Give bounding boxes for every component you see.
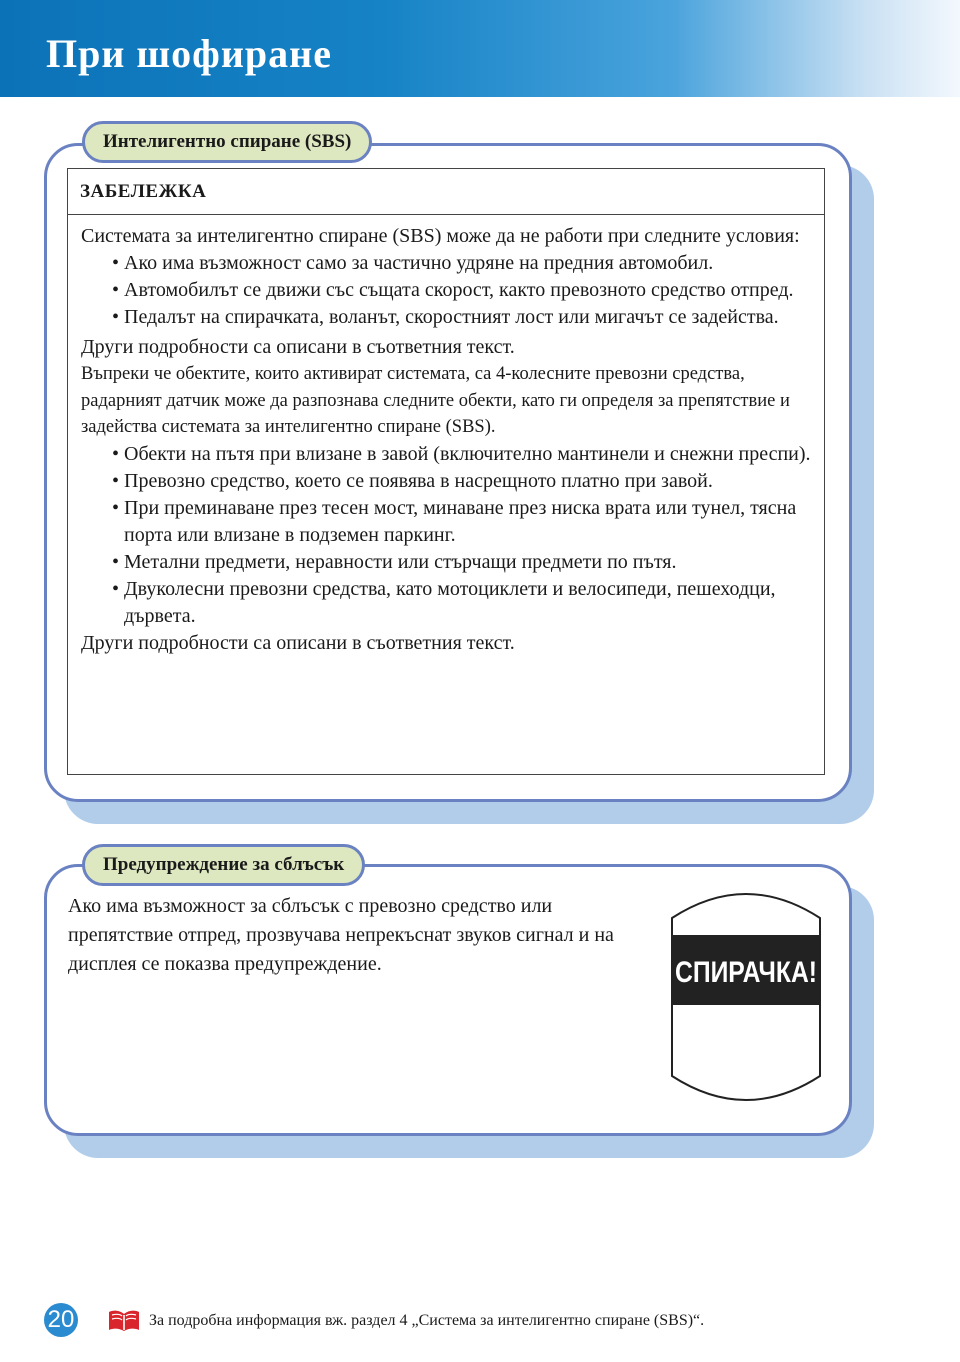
list-item: • Педалът на спирачката, воланът, скоростният лост или мигачът се задейства. <box>112 304 814 331</box>
list-item: • Ако има възможност само за частично удряне на предния автомобил. <box>112 250 814 277</box>
conditions-list <box>81 250 814 331</box>
note-heading: ЗАБЕЛЕЖКА <box>68 169 824 215</box>
list-item: • Превозно средство, което се появява в насрещното платно при завой. <box>112 468 814 495</box>
collision-description: Ако има възможност за сблъсък с превозно средство или препятствие отпред, прозвучава непрекъснат звуков сигнал и на дисплея се показва предупреждение. <box>68 895 614 975</box>
footer-reference: За подробна информация вж. раздел 4 „Система за интелигентно спиране (SBS)“. <box>149 1312 705 1329</box>
more-details-text: Други подробности са описани в съответния текст. <box>81 631 515 654</box>
book-icon <box>108 1309 140 1333</box>
list-item: • При преминаване през тесен мост, минаване през ниска врата или тунел, тясна порта или влизане в подземен паркинг. <box>112 495 814 549</box>
brake-warning-message: СПИРАЧКА! <box>675 956 817 989</box>
radar-intro-text: Въпреки че обектите, които активират системата, са 4-колесните превозни средства, радарният датчик може да разпознава следните обекти, като ги определя за препятствие и задейства системата за интелигентно спиране (SBS). <box>81 364 790 437</box>
more-details-text: Други подробности са описани в съответния текст. <box>81 336 515 358</box>
page-header <box>0 0 960 97</box>
page-title: При шофиране <box>46 31 332 76</box>
page-number: 20 <box>44 1303 78 1337</box>
list-item: • Метални предмети, неравности или стърчащи предмети по пътя. <box>112 549 814 576</box>
list-item: • Автомобилът се движи със същата скорост, както превозното средство отпред. <box>112 277 814 304</box>
note-body <box>68 215 824 657</box>
list-item: • Обекти на пътя при влизане в завой (включително мантинели и снежни преспи). <box>112 441 814 468</box>
page-footer <box>0 1300 960 1340</box>
collision-section-tab: Предупреждение за сблъсък <box>82 844 365 886</box>
sbs-section-tab: Интелигентно спиране (SBS) <box>82 121 372 163</box>
display-screen-illustration <box>670 884 822 1110</box>
objects-list <box>81 441 814 630</box>
note-box <box>67 168 825 775</box>
list-item: • Двуколесни превозни средства, като мотоциклети и велосипеди, пешеходци, дървета. <box>112 576 814 630</box>
note-intro: Системата за интелигентно спиране (SBS) може да не работи при следните условия: <box>81 225 800 247</box>
